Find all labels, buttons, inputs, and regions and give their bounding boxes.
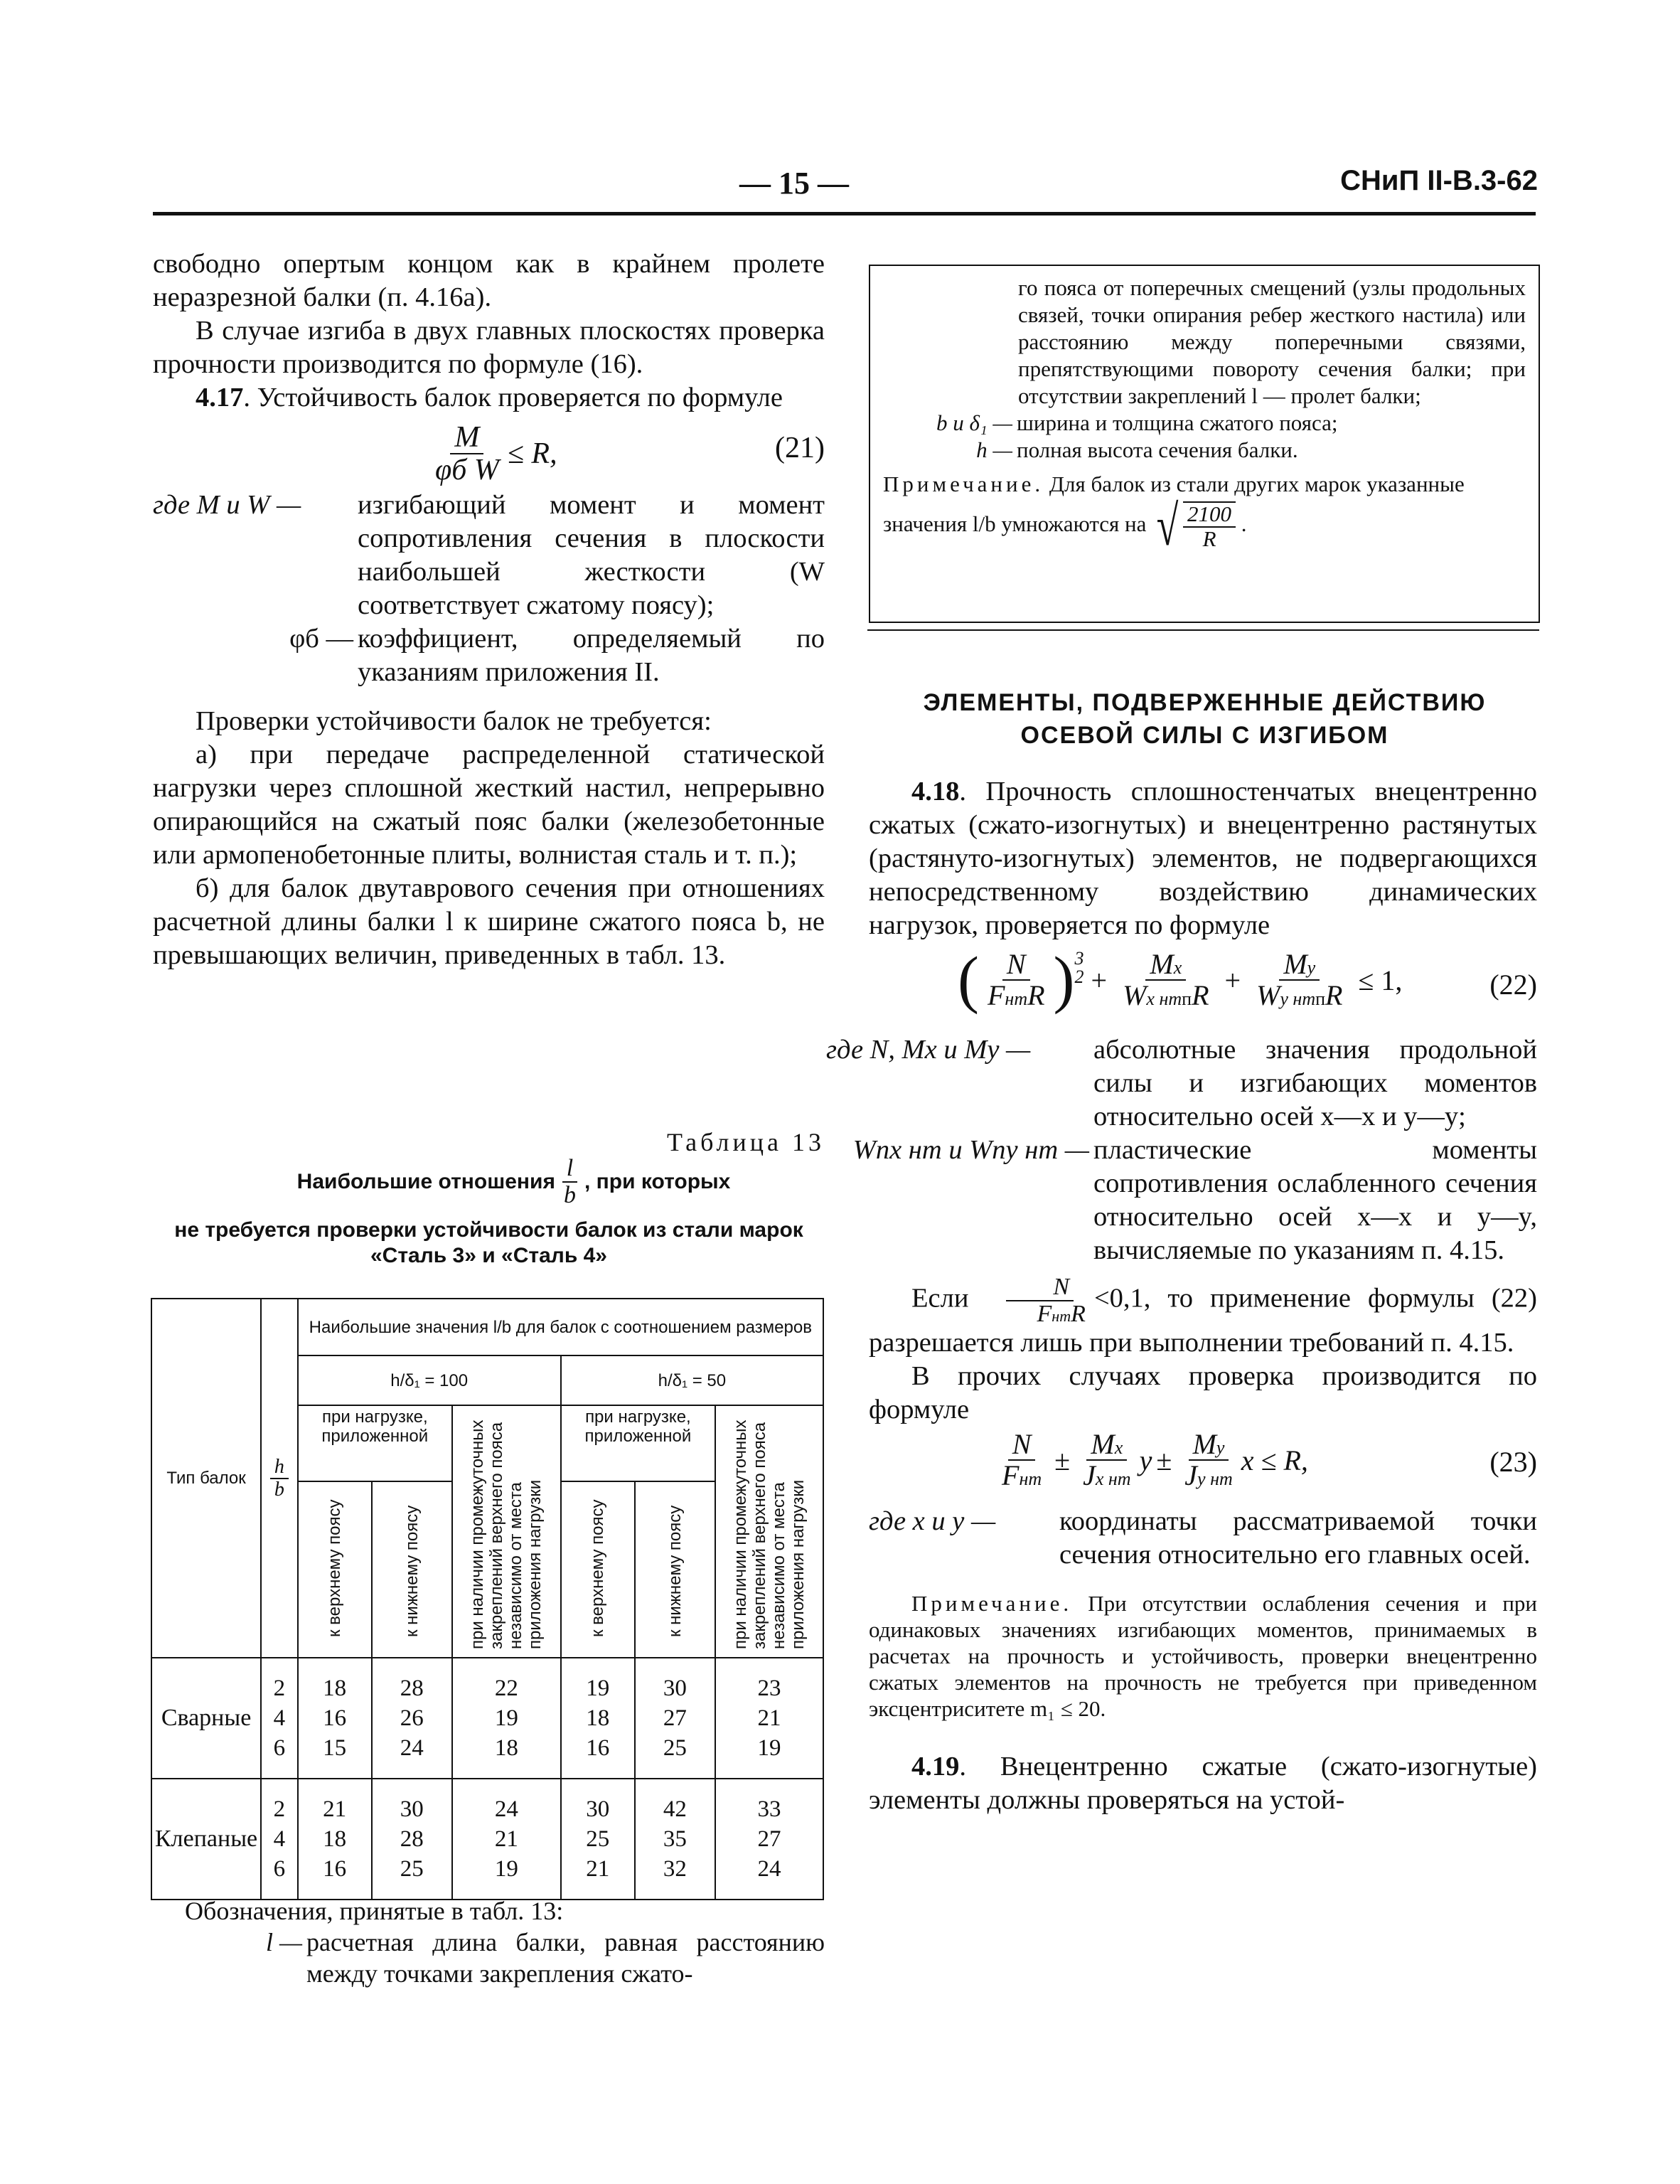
- notes-label: l —: [265, 1928, 302, 1956]
- notes-l: [153, 1927, 825, 1989]
- definition-m-w: [153, 489, 825, 622]
- paragraph-no-check: Проверки устойчивости балок не требуется:: [196, 706, 712, 736]
- box-def-h: h — полная высота сечения балки.: [976, 437, 1298, 462]
- cell-v3: 24 21 19: [452, 1779, 561, 1900]
- clause-number: 4.17: [196, 383, 244, 412]
- definition-w-plastic: Wпx нт и Wпy нт — пластические моменты сопротивления ослабленного сечения относительно осей x—x и y—y, вычисляемые по указаниям п. 4.15.: [852, 1135, 1537, 1265]
- cell-v5: 42 35 32: [635, 1779, 715, 1900]
- box-note-label: Примечание.: [883, 472, 1044, 496]
- definition-phi: [153, 622, 825, 689]
- box-continuation: го пояса от поперечных смещений (узлы продольных связей, точки опирания ребер жесткого настила) или расстоянию между поперечными связями, препятствующими повороту сечения балки; при отсутствии закреплений l — пролет балки;: [1018, 275, 1526, 408]
- page-number: — 15 —: [739, 166, 849, 201]
- row-hb: 2 4 6: [261, 1658, 297, 1779]
- cell-v6: 33 27 24: [715, 1779, 823, 1900]
- sqrt-expression: √ $\frac{2100}{R}$: [1152, 498, 1236, 555]
- cell-v4: 19 18 16: [561, 1658, 635, 1779]
- header-intermediate-1: при наличии промежуточных закреплений верхнего пояса независимо от места приложения нагрузки: [452, 1405, 561, 1658]
- row-type: Сварные: [151, 1658, 261, 1779]
- formula-21-rhs: ≤ R,: [507, 437, 557, 470]
- table-13: [151, 1298, 824, 1900]
- note-eccentricity: Примечание. При отсутствии ослабления сечения и при одинаковых значениях изгибающих моментов, принимаемых в расчетах на прочность и устойчивость, проверки внецентренно сжатых элементов на прочность не требуется при приведенном эксцентриситете m₁ ≤ 20.: [869, 1591, 1537, 1722]
- table-row-riveted: [151, 1779, 823, 1900]
- box-note-text: Для балок из стали других марок указанные значения l/b умножаются на: [883, 472, 1465, 537]
- header-group-100: h/δ₁ = 100: [298, 1355, 561, 1405]
- header-load-applied-2: при нагрузке, приложенной: [561, 1405, 715, 1481]
- formula-22-number: (22): [1489, 969, 1537, 1001]
- cell-v5: 30 27 25: [635, 1658, 715, 1779]
- header-hb: $\frac{h}{b}$: [261, 1299, 297, 1658]
- right-column: [826, 775, 1537, 1817]
- header-load-applied-1: при нагрузке, приложенной: [298, 1405, 452, 1481]
- formula-21: [153, 417, 825, 489]
- paragraph-two-planes: В случае изгиба в двух главных плоскостях проверка прочности производится по формуле (16).: [153, 316, 825, 379]
- paragraph-a: а) при передаче распределенной статической нагрузки через сплошной жесткий настил, непрерывно опирающийся на сжатый пояс балки (железобетонные или армопенобетонные плиты, волнистая сталь и т. п.);: [153, 740, 825, 870]
- table-label: Таблица 13: [667, 1128, 825, 1156]
- table-title-part2: , при которых: [584, 1169, 731, 1193]
- box-bottom-rule: [867, 629, 1539, 631]
- paragraph-other-cases: В прочих случаях проверка производится по формуле: [869, 1361, 1537, 1425]
- definition-text: изгибающий момент и момент сопротивления сечения в плоскости наибольшей жесткости (W соответствует сжатому поясу);: [358, 490, 825, 620]
- formula-21-denominator: φб W: [435, 454, 499, 487]
- paragraph-4-18: 4.18. Прочность сплошностенчатых внецентренно сжатых (сжато-изогнутых) и внецентренно растянутых (растянуто-изогнутых) элементов, не подвергающихся непосредственному воздействию динамических нагрузок, проверяется по формуле: [869, 777, 1537, 940]
- table-title-part1: Наибольшие отношения: [296, 1169, 555, 1193]
- section-title: ЭЛЕМЕНТЫ, ПОДВЕРЖЕННЫЕ ДЕЙСТВИЮ ОСЕВОЙ СИЛЫ С ИЗГИБОМ: [923, 689, 1487, 749]
- cell-v1: 21 18 16: [298, 1779, 372, 1900]
- paragraph-4-17: [153, 381, 825, 415]
- formula-23-number: (23): [1489, 1446, 1537, 1479]
- left-column: [153, 247, 825, 972]
- cell-v4: 30 25 21: [561, 1779, 635, 1900]
- header-bottom-chord-2: к нижнему поясу: [635, 1481, 715, 1658]
- table-title-fraction: $\frac{l}{b}$: [560, 1156, 580, 1208]
- formula-23: $\frac{N}{\text{Fнт}}$ ± $\frac{Mx}{\text{Jx нт}}$ y ± $\frac{My}{\text{Jy нт}}$ x ≤ R, (23): [1002, 1428, 1537, 1492]
- header-top-chord-2: к верхнему поясу: [561, 1481, 635, 1658]
- cell-v6: 23 21 19: [715, 1658, 823, 1779]
- table-row-welded: [151, 1658, 823, 1779]
- notes-text: расчетная длина балки, равная расстоянию между точками закрепления сжато-: [306, 1928, 825, 1988]
- table-title-part3: не требуется проверки устойчивости балок из стали марок «Сталь 3» и «Сталь 4»: [174, 1218, 803, 1268]
- box-note: Примечание. Для балок из стали других марок указанные значения l/b умножаются на √ $\frac{2100}{R}$ .: [883, 472, 1465, 558]
- table-notes: [153, 1895, 825, 1989]
- header-type: Тип балок: [151, 1299, 261, 1658]
- paragraph-if: Если $\frac{N}{\text{FнтR}}$ <0,1, то применение формулы (22) разрешается лишь при выполнении требований п. 4.15.: [869, 1274, 1537, 1358]
- definition-label: φб —: [289, 624, 353, 654]
- clause-text: . Устойчивость балок проверяется по формуле: [243, 383, 783, 412]
- row-type: Клепаные: [151, 1779, 261, 1900]
- cell-v2: 28 26 24: [372, 1658, 452, 1779]
- document-code: СНиП II-В.3-62: [1340, 165, 1538, 196]
- cell-v3: 22 19 18: [452, 1658, 561, 1779]
- definition-x-y: где x и y — координаты рассматриваемой точки сечения относительно его главных осей.: [869, 1506, 1537, 1570]
- definition-n-mx-my: где N, Mx и My — абсолютные значения продольной силы и изгибающих моментов относительно осей x—x и y—y;: [826, 1035, 1537, 1131]
- notes-box: [869, 265, 1540, 623]
- header-bottom-chord-1: к нижнему поясу: [372, 1481, 452, 1658]
- notes-title: Обозначения, принятые в табл. 13:: [185, 1897, 564, 1925]
- paragraph-continuation: свободно опертым концом как в крайнем пролете неразрезной балки (п. 4.16а).: [153, 249, 825, 312]
- formula-21-number: (21): [775, 432, 825, 464]
- box-def-b: b и δ₁ — ширина и толщина сжатого пояса;: [936, 410, 1338, 435]
- formula-21-fraction: [431, 422, 503, 486]
- header-intermediate-2: при наличии промежуточных закреплений верхнего пояса независимо от места приложения нагрузки: [715, 1405, 823, 1658]
- table-title: [153, 1156, 825, 1269]
- cell-v2: 30 28 25: [372, 1779, 452, 1900]
- paragraph-4-19: 4.19. Внецентренно сжатые (сжато-изогнутые) элементы должны проверяться на устой-: [869, 1752, 1537, 1816]
- header-top: Наибольшие значения l/b для балок с соотношением размеров: [298, 1299, 823, 1355]
- header-group-50: h/δ₁ = 50: [561, 1355, 823, 1405]
- formula-21-numerator: M: [450, 422, 483, 454]
- definition-text: коэффициент, определяемый по указаниям приложения II.: [358, 624, 825, 687]
- formula-22: ( $\frac{N}{\text{FнтR}}$ ) 3 2 + $\frac{Mx}{\text{Wx нтпR}}$ + $\frac{My}{\text{Wy нтпR}}$ ≤ 1, (22): [958, 944, 1537, 1015]
- paragraph-b: б) для балок двутаврового сечения при отношениях расчетной длины балки l к ширине сжатого пояса b, не превышающих величин, приведенных в табл. 13.: [153, 873, 825, 970]
- cell-v1: 18 16 15: [298, 1658, 372, 1779]
- row-hb: 2 4 6: [261, 1779, 297, 1900]
- definition-label: где M и W —: [153, 490, 301, 520]
- header-top-chord-1: к верхнему поясу: [298, 1481, 372, 1658]
- header-rule: [153, 212, 1536, 215]
